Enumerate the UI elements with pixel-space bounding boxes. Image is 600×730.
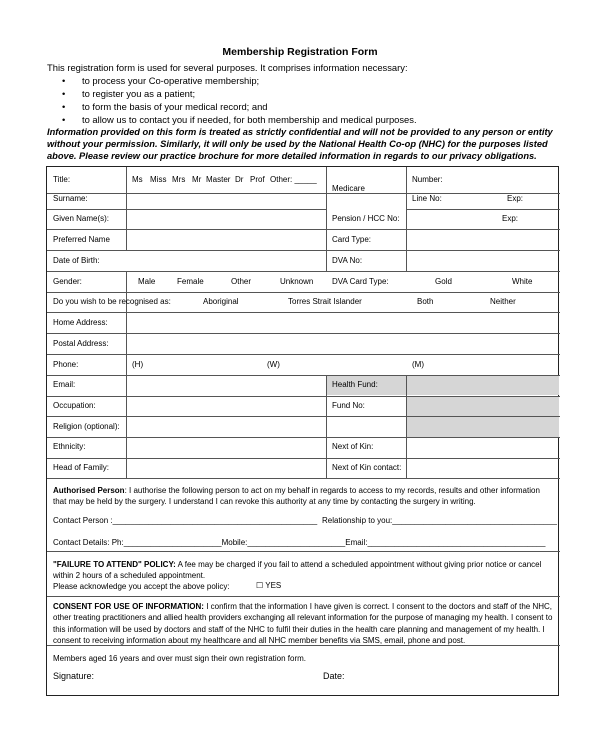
dob-label: Date of Birth: <box>53 256 100 265</box>
gender-option-male[interactable]: Male <box>138 277 156 286</box>
authorised-heading: Authorised Person <box>53 486 125 495</box>
acknowledge-label: Please acknowledge you accept the above policy: <box>53 582 230 591</box>
health-fund-label: Health Fund: <box>332 380 378 389</box>
list-item: • to allow us to contact you if needed, for both membership and medical purposes. <box>62 113 417 126</box>
dva-option-white[interactable]: White <box>512 277 533 286</box>
consent-text: I confirm that the information I have given is correct. I consent to the doctors and staff of the NHC, other treating practitioners and allied health providers exchanging all relevant information for the purpose of managing my health. I consent to this information will be used by doctors and staff of the NHC to fulfil their duties in the health care planning and management of my health. I consent to receiving information about my healthcare and all NHC member benefits via SMS, email, phone and post. <box>53 602 553 646</box>
list-item: • to process your Co-operative membership; <box>62 74 417 87</box>
date-label[interactable]: Date: <box>323 671 345 681</box>
list-item: • to form the basis of your medical record; and <box>62 100 417 113</box>
gender-option-unknown[interactable]: Unknown <box>280 277 314 286</box>
dva-option-gold[interactable]: Gold <box>435 277 452 286</box>
recognised-option-neither[interactable]: Neither <box>490 297 516 306</box>
medicare-label: Medicare <box>332 184 365 193</box>
fund-no-label: Fund No: <box>332 401 365 410</box>
authorised-text: : I authorise the following person to act on my behalf in regards to access to my records, results and other information that may be held by the surgery. I understand I can revoke this authority at any time by contacting the surgery in writing. <box>53 486 540 507</box>
given-names-label: Given Name(s): <box>53 214 110 223</box>
recognised-label: Do you wish to be recognised as: <box>53 297 171 306</box>
head-of-family-label: Head of Family: <box>53 463 110 472</box>
purpose-list <box>62 74 417 126</box>
list-item: • to register you as a patient; <box>62 87 417 100</box>
shaded-cell <box>406 417 559 437</box>
title-option-mrs[interactable]: Mrs <box>172 175 186 184</box>
email-label: Email: <box>53 380 76 389</box>
page-title: Membership Registration Form <box>222 46 378 58</box>
religion-label: Religion (optional): <box>53 422 120 431</box>
yes-checkbox[interactable]: ☐ YES <box>256 581 282 590</box>
dva-card-type-label: DVA Card Type: <box>332 277 389 286</box>
line-no-label: Line No: <box>412 194 442 203</box>
contact-details-field[interactable]: Contact Details: Ph:______________________Mobile:______________________Email:________________________________________ <box>53 538 546 547</box>
exp-label: Exp: <box>507 194 524 203</box>
recognised-option-aboriginal[interactable]: Aboriginal <box>203 297 239 306</box>
number-label: Number: <box>412 175 443 184</box>
signature-note: Members aged 16 years and over must sign their own registration form. <box>53 654 307 663</box>
occupation-label: Occupation: <box>53 401 96 410</box>
dva-no-label: DVA No: <box>332 256 363 265</box>
privacy-notice: Information provided on this form is treated as strictly confidential and will not be provided to any person or entity without your permission. Similarly, it will only be used by the National Health Co-op (NHC) for the purposes listed above. Please review our practice brochure for more detailed information in regards to our privacy obligations. <box>47 127 553 161</box>
next-of-kin-label: Next of Kin: <box>332 442 374 451</box>
phone-mobile-label: (M) <box>412 360 424 369</box>
failure-heading: "FAILURE TO ATTEND" POLICY: <box>53 560 176 569</box>
gender-option-female[interactable]: Female <box>177 277 204 286</box>
pension-label: Pension / HCC No: <box>332 214 400 223</box>
preferred-name-label: Preferred Name <box>53 235 110 244</box>
title-option-master[interactable]: Master <box>206 175 231 184</box>
failure-text: A fee may be charged if you fail to attend a scheduled appointment without giving prior notice or cancel within 2 hours of a scheduled appointment. <box>53 560 542 581</box>
home-address-label: Home Address: <box>53 318 108 327</box>
contact-person-field[interactable]: Contact Person :______________________________________________ <box>53 516 318 525</box>
relationship-field[interactable]: Relationship to you:_____________________________________ <box>322 516 557 525</box>
title-option-dr[interactable]: Dr <box>235 175 244 184</box>
title-label: Title: <box>53 175 71 184</box>
title-option-other[interactable]: Other: _____ <box>270 175 317 184</box>
consent-section <box>53 601 553 647</box>
surname-label: Surname: <box>53 194 88 203</box>
intro-text: This registration form is used for several purposes. It comprises information necessary: <box>47 62 408 73</box>
failure-section <box>53 559 553 582</box>
card-type-label: Card Type: <box>332 235 371 244</box>
phone-home-label: (H) <box>132 360 144 369</box>
title-option-prof[interactable]: Prof <box>250 175 265 184</box>
next-of-kin-contact-label: Next of Kin contact: <box>332 463 402 472</box>
recognised-option-both[interactable]: Both <box>417 297 434 306</box>
phone-work-label: (W) <box>267 360 280 369</box>
registration-form <box>46 166 559 696</box>
title-option-miss[interactable]: Miss <box>150 175 167 184</box>
gender-label: Gender: <box>53 277 82 286</box>
phone-label: Phone: <box>53 360 79 369</box>
authorised-section <box>53 485 553 508</box>
title-option-ms[interactable]: Ms <box>132 175 143 184</box>
signature-label[interactable]: Signature: <box>53 671 95 681</box>
shaded-cell <box>406 396 559 416</box>
consent-heading: CONSENT FOR USE OF INFORMATION: <box>53 602 204 611</box>
gender-option-other[interactable]: Other <box>231 277 252 286</box>
postal-address-label: Postal Address: <box>53 339 109 348</box>
ethnicity-label: Ethnicity: <box>53 442 86 451</box>
pension-exp-label: Exp: <box>502 214 519 223</box>
recognised-option-torres[interactable]: Torres Strait Islander <box>288 297 362 306</box>
title-option-mr[interactable]: Mr <box>192 175 202 184</box>
